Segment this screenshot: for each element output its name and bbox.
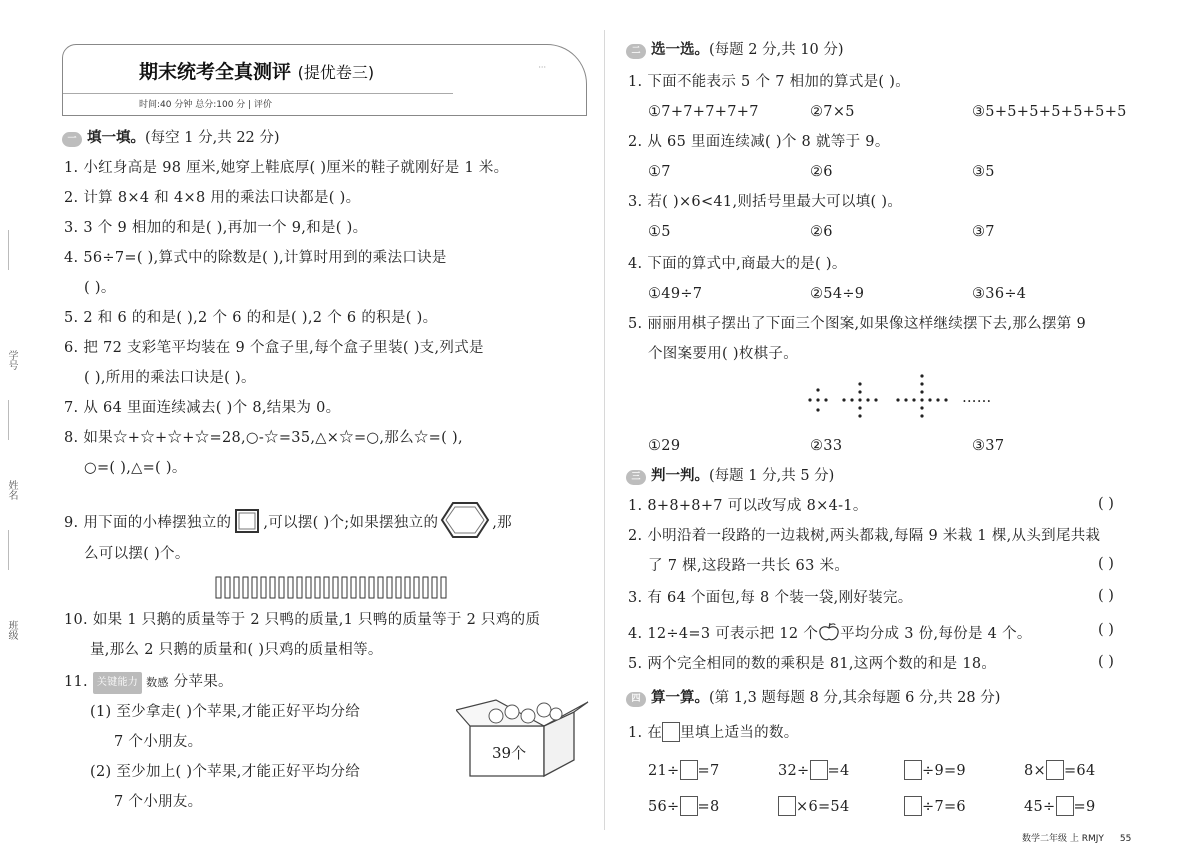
judge-q4-text-b: 平均分成 3 份,每份是 4 个。 xyxy=(840,626,1032,642)
stick xyxy=(252,577,257,598)
fill-q5: 5. 2 和 6 的和是( ),2 个 6 的和是( ),2 个 6 的积是( )。 xyxy=(64,310,438,326)
title-subtitle: (提优卷三) xyxy=(297,63,375,82)
choose-q5-opt-b: ②33 xyxy=(810,438,843,454)
choose-q5-cont: 个图案要用( )枚棋子。 xyxy=(648,346,799,362)
fill-q11-1-cont: 7 个小朋友。 xyxy=(114,734,203,750)
section-title: 算一算。 xyxy=(651,690,709,706)
judge-q4-answer: ( ) xyxy=(1098,622,1114,638)
q11-number: 11. xyxy=(64,674,88,690)
answer-box[interactable] xyxy=(810,760,828,780)
choose-q2-opt-a: ①7 xyxy=(648,164,671,180)
calc-q1-text-a: 1. 在 xyxy=(628,725,663,741)
page-number: 55 xyxy=(1119,834,1132,844)
fill-q8: 8. 如果☆+☆+☆+☆=28,○-☆=35,△×☆=○,那么☆=( ), xyxy=(64,430,463,446)
judge-q2-answer: ( ) xyxy=(1098,556,1114,572)
calc-q1 xyxy=(628,722,799,743)
apple-box-drawing xyxy=(456,690,590,780)
calc-left: 8× xyxy=(1024,763,1046,779)
judge-q1: 1. 8+8+8+7 可以改写成 8×4-1。 xyxy=(628,498,868,514)
student-id-label: 学号 xyxy=(6,350,17,370)
calc-left: 32÷ xyxy=(778,763,810,779)
section-choose-heading xyxy=(626,40,844,60)
fill-q6-cont: ( ),所用的乘法口诀是( )。 xyxy=(84,370,256,386)
calc-right: =64 xyxy=(1063,763,1096,779)
fill-q9-cont: 么可以摆( )个。 xyxy=(84,546,190,562)
choose-q2-opt-b: ②6 xyxy=(810,164,833,180)
section-badge: 四 xyxy=(626,692,646,707)
judge-q5-answer: ( ) xyxy=(1098,654,1114,670)
stick xyxy=(396,577,401,598)
number-sense-tag: 数感 xyxy=(146,676,169,689)
fill-q8-cont: ○=( ),△=( )。 xyxy=(84,460,187,476)
answer-box[interactable] xyxy=(778,796,796,816)
stick xyxy=(405,577,410,598)
answer-box[interactable] xyxy=(904,796,922,816)
stick xyxy=(351,577,356,598)
section-judge-heading xyxy=(626,466,834,486)
sticks-row xyxy=(214,576,454,600)
binding-strip xyxy=(2,230,24,750)
stick xyxy=(432,577,437,598)
hexagon-stick-figure xyxy=(440,500,490,540)
pattern-2 xyxy=(842,382,877,417)
stick xyxy=(225,577,230,598)
choose-q3-opt-b: ②6 xyxy=(810,224,833,240)
calc-right: =4 xyxy=(827,763,850,779)
page-fold-line xyxy=(604,30,605,830)
fill-q10-cont: 量,那么 2 只鹅的质量和( )只鸡的质量相等。 xyxy=(90,642,383,658)
q11-title: 分苹果。 xyxy=(173,674,233,690)
calc-item xyxy=(1024,760,1096,781)
calc-item xyxy=(778,760,850,781)
pattern-3 xyxy=(896,374,947,417)
box-count-label: 39个 xyxy=(492,744,527,762)
section-score: (第 1,3 题每题 8 分,其余每题 6 分,共 28 分) xyxy=(709,690,1001,706)
calc-item xyxy=(904,760,966,781)
section-score: (每题 1 分,共 5 分) xyxy=(709,468,835,484)
judge-q4-text-a: 4. 12÷4=3 可表示把 12 个 xyxy=(628,626,819,642)
choose-q5-opt-c: ③37 xyxy=(972,438,1005,454)
section-score: (每空 1 分,共 22 分) xyxy=(145,130,280,146)
fill-q4: 4. 56÷7=( ),算式中的除数是( ),计算时用到的乘法口诀是 xyxy=(64,250,447,266)
fill-q4-cont: ( )。 xyxy=(84,280,116,296)
choose-q1: 1. 下面不能表示 5 个 7 相加的算式是( )。 xyxy=(628,74,911,90)
section-fill-heading xyxy=(62,128,280,148)
calc-right: =8 xyxy=(697,799,720,815)
fill-q11-1: (1) 至少拿走( )个苹果,才能正好平均分给 xyxy=(90,704,361,720)
answer-box[interactable] xyxy=(1056,796,1074,816)
stick xyxy=(315,577,320,598)
calc-right: =9 xyxy=(1073,799,1096,815)
choose-q3-opt-a: ①5 xyxy=(648,224,671,240)
stick xyxy=(243,577,248,598)
fill-q6: 6. 把 72 支彩笔平均装在 9 个盒子里,每个盒子里装( )支,列式是 xyxy=(64,340,484,356)
header-decoration: ··· xyxy=(538,63,546,72)
stick xyxy=(216,577,221,598)
fill-q3: 3. 3 个 9 相加的和是( ),再加一个 9,和是( )。 xyxy=(64,220,368,236)
judge-q4 xyxy=(628,622,1032,644)
q9-text-c: ,那 xyxy=(492,515,512,531)
q9-text-a: 9. 用下面的小棒摆独立的 xyxy=(64,515,232,531)
stick xyxy=(261,577,266,598)
fill-q11-2-cont: 7 个小朋友。 xyxy=(114,794,203,810)
stick xyxy=(423,577,428,598)
title-text: 期末统考全真测评 xyxy=(139,61,292,83)
section-title: 选一选。 xyxy=(651,42,709,58)
choose-q2-opt-c: ③5 xyxy=(972,164,995,180)
key-ability-tag: 关键能力 xyxy=(93,672,142,694)
choose-q3: 3. 若( )×6<41,则括号里最大可以填( )。 xyxy=(628,194,903,210)
choose-q2: 2. 从 65 里面连续减( )个 8 就等于 9。 xyxy=(628,134,890,150)
calc-item xyxy=(648,796,720,817)
choose-q1-opt-b: ②7×5 xyxy=(810,104,855,120)
choose-q4-opt-c: ③36÷4 xyxy=(972,286,1027,302)
choose-q3-opt-c: ③7 xyxy=(972,224,995,240)
judge-q2-cont: 了 7 棵,这段路一共长 63 米。 xyxy=(648,558,850,574)
student-name-label: 姓名 xyxy=(6,480,17,500)
choose-q4-opt-a: ①49÷7 xyxy=(648,286,703,302)
calc-q1-text-b: 里填上适当的数。 xyxy=(680,725,799,741)
stick xyxy=(288,577,293,598)
answer-box xyxy=(662,722,680,742)
page-title xyxy=(139,57,374,84)
judge-q3-answer: ( ) xyxy=(1098,588,1114,604)
choose-q5: 5. 丽丽用棋子摆出了下面三个图案,如果像这样继续摆下去,那么摆第 9 xyxy=(628,316,1086,332)
class-label: 班级 xyxy=(6,620,17,640)
answer-box[interactable] xyxy=(1046,760,1064,780)
section-badge: 二 xyxy=(626,44,646,59)
choose-q1-opt-a: ①7+7+7+7+7 xyxy=(648,104,759,120)
apple-icon xyxy=(818,622,840,642)
calc-left: 21÷ xyxy=(648,763,680,779)
calc-item xyxy=(1024,796,1096,817)
fill-q11 xyxy=(64,672,233,694)
section-title: 判一判。 xyxy=(651,468,709,484)
judge-q3: 3. 有 64 个面包,每 8 个装一袋,刚好装完。 xyxy=(628,590,913,606)
fill-q7: 7. 从 64 里面连续减去( )个 8,结果为 0。 xyxy=(64,400,341,416)
calc-right: ÷9=9 xyxy=(922,763,966,779)
calc-item xyxy=(904,796,966,817)
footer-book-label: 数学二年级 上 RMJY xyxy=(1022,834,1104,844)
section-title: 填一填。 xyxy=(87,130,145,146)
choose-q5-opt-a: ①29 xyxy=(648,438,681,454)
stick xyxy=(441,577,446,598)
stick xyxy=(297,577,302,598)
answer-box[interactable] xyxy=(680,760,698,780)
stick xyxy=(234,577,239,598)
apple-box-illustration xyxy=(456,690,590,780)
header-rule xyxy=(63,93,453,94)
pattern-1 xyxy=(808,388,827,411)
section-badge: 一 xyxy=(62,132,82,147)
answer-box[interactable] xyxy=(904,760,922,780)
stick xyxy=(279,577,284,598)
judge-q1-answer: ( ) xyxy=(1098,496,1114,512)
section-badge: 三 xyxy=(626,470,646,485)
choose-q4-opt-b: ②54÷9 xyxy=(810,286,865,302)
calc-right: ÷7=6 xyxy=(922,799,966,815)
stick xyxy=(414,577,419,598)
exam-meta: 时间:40 分钟 总分:100 分 | 评价 xyxy=(139,100,273,110)
calc-right: ×6=54 xyxy=(796,799,850,815)
calc-item xyxy=(648,760,720,781)
stick xyxy=(369,577,374,598)
fill-q10: 10. 如果 1 只鹅的质量等于 2 只鸭的质量,1 只鸭的质量等于 2 只鸡的质 xyxy=(64,612,541,628)
stick xyxy=(387,577,392,598)
q9-text-b: ,可以摆( )个;如果摆独立的 xyxy=(263,515,439,531)
section-calc-heading xyxy=(626,688,1000,708)
stick xyxy=(270,577,275,598)
fill-q11-2: (2) 至少加上( )个苹果,才能正好平均分给 xyxy=(90,764,361,780)
stick xyxy=(333,577,338,598)
calc-left: 45÷ xyxy=(1024,799,1056,815)
calc-item xyxy=(778,796,849,817)
judge-q2: 2. 小明沿着一段路的一边栽树,两头都栽,每隔 9 米栽 1 棵,从头到尾共栽 xyxy=(628,528,1101,544)
fill-q1: 1. 小红身高是 98 厘米,她穿上鞋底厚( )厘米的鞋子就刚好是 1 米。 xyxy=(64,160,509,176)
section-score: (每题 2 分,共 10 分) xyxy=(709,42,844,58)
answer-box[interactable] xyxy=(680,796,698,816)
square-stick-figure xyxy=(233,507,261,535)
pattern-ellipsis: …… xyxy=(962,390,992,406)
stick xyxy=(342,577,347,598)
stick xyxy=(324,577,329,598)
choose-q4: 4. 下面的算式中,商最大的是( )。 xyxy=(628,256,847,272)
judge-q5: 5. 两个完全相同的数的乘积是 81,这两个数的和是 18。 xyxy=(628,656,997,672)
stick xyxy=(378,577,383,598)
stick xyxy=(306,577,311,598)
choose-q1-opt-c: ③5+5+5+5+5+5+5 xyxy=(972,104,1127,120)
page-footer xyxy=(1022,831,1131,844)
exam-header xyxy=(62,44,587,116)
calc-right: =7 xyxy=(697,763,720,779)
fill-q9 xyxy=(64,500,512,540)
fill-q2: 2. 计算 8×4 和 4×8 用的乘法口诀都是( )。 xyxy=(64,190,361,206)
calc-left: 56÷ xyxy=(648,799,680,815)
stick xyxy=(360,577,365,598)
